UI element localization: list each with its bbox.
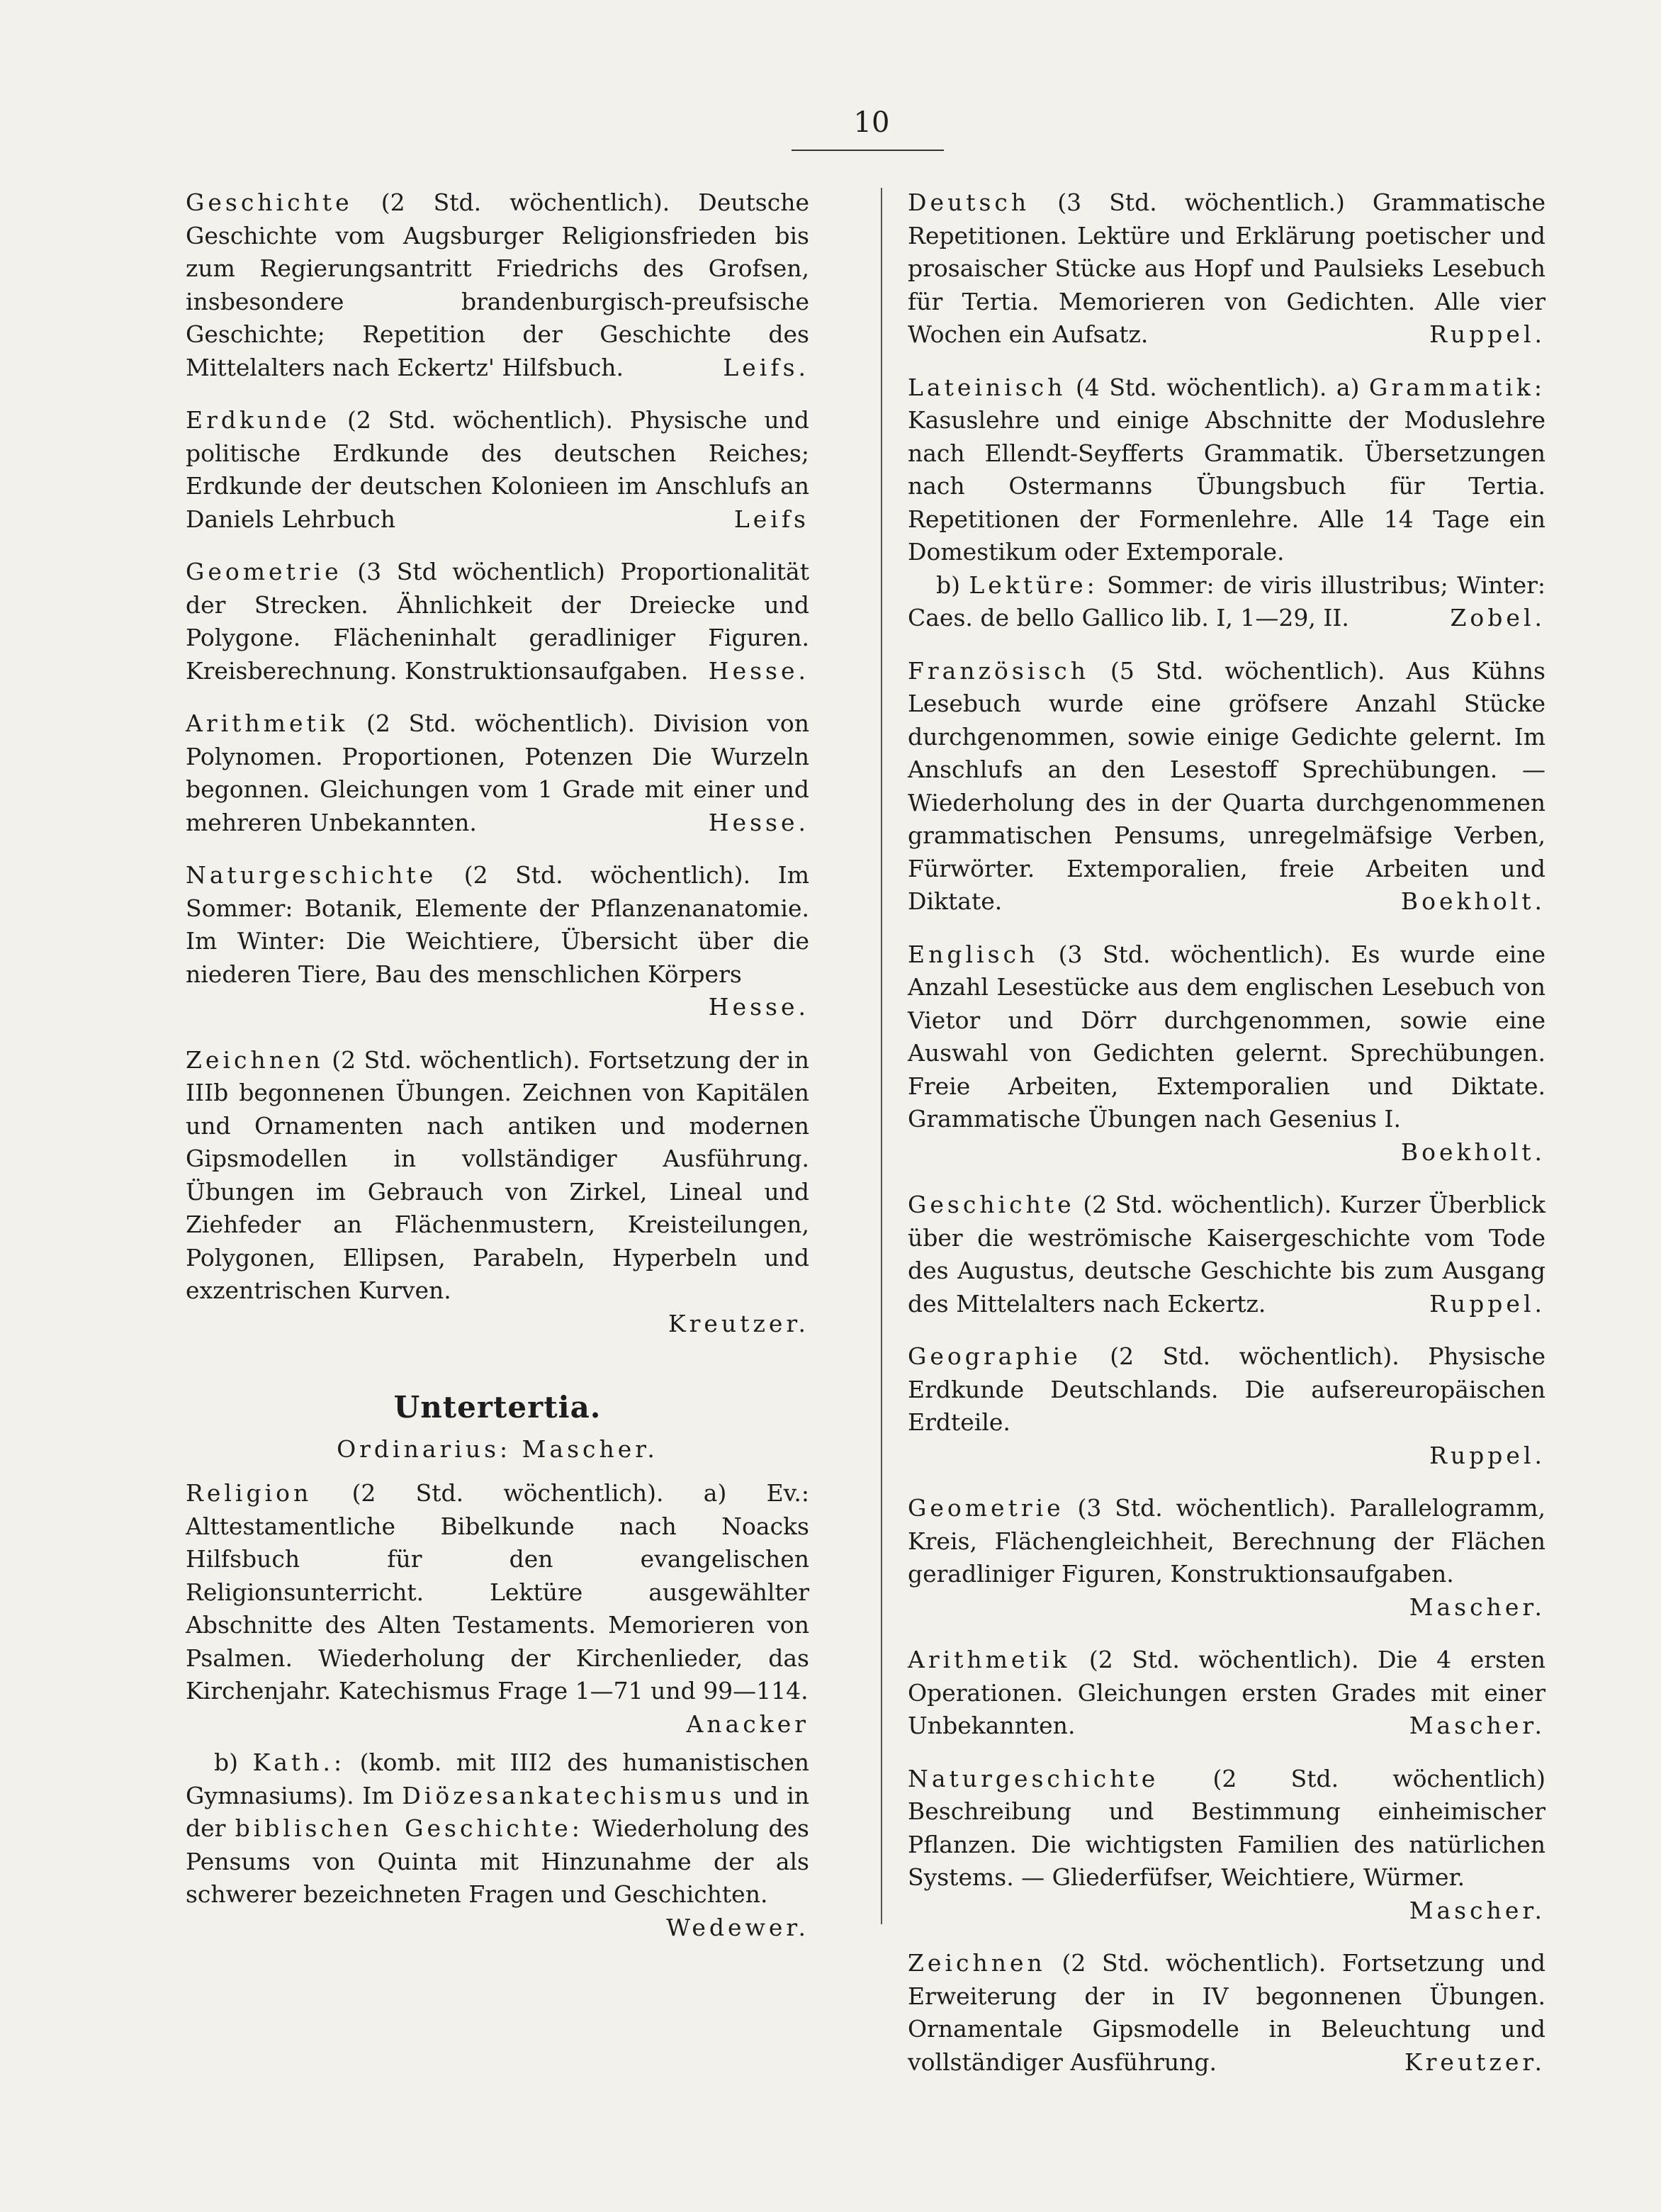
teacher-name: Wedewer.	[666, 1913, 809, 1941]
entry-geometrie	[186, 556, 809, 687]
subject-text: (2 Std. wöchentlich). Kurzer Überblick über die weströmische Kaisergeschichte vom Tode des Augustus, deutsche Geschichte bis zum Ausgang des Mittelalters nach Eckertz.	[908, 1191, 1545, 1318]
subject-text: (3 Std. wöchentlich.) Grammatische Repetitionen. Lektüre und Erklärung poetischer und prosaischer Stücke aus Hopf und Paulsieks Lesebuch für Tertia. Memorieren von Gedichten. Alle vier Wochen ein Aufsatz.	[908, 189, 1545, 348]
subject-heading: Geschichte	[186, 189, 353, 216]
subject-heading: Geschichte	[908, 1191, 1075, 1218]
section-title: Untertertia.	[393, 1390, 602, 1425]
subject-heading: Geometrie	[186, 558, 342, 585]
spaced-term: Kath.:	[252, 1748, 346, 1776]
teacher-name: Mascher.	[1409, 1896, 1545, 1924]
teacher-name: Mascher.	[1409, 1712, 1545, 1739]
subject-text: b)	[214, 1748, 253, 1776]
spaced-term: biblischen Geschichte:	[235, 1814, 583, 1842]
entry-zeichnen-r	[908, 1947, 1545, 2079]
entry-geographie	[908, 1340, 1545, 1472]
left-column	[186, 186, 809, 1964]
right-column	[908, 186, 1545, 2099]
subject-heading: Deutsch	[908, 189, 1030, 216]
subject-text: und in der	[186, 1781, 809, 1842]
teacher-name: Mascher.	[1409, 1593, 1545, 1621]
subject-heading: Französisch	[908, 656, 1090, 685]
page-number: 10	[853, 106, 890, 139]
teacher-name: Hesse.	[708, 808, 809, 836]
teacher-name: Hesse.	[708, 656, 809, 685]
entry-englisch	[908, 938, 1545, 1169]
entry-naturgeschichte	[186, 859, 809, 1024]
subject-text: (komb. mit III2 des humanistischen Gymnasiums). Im	[186, 1748, 809, 1809]
spaced-term: Lektüre:	[969, 571, 1098, 599]
subject-heading: Lateinisch	[908, 373, 1066, 401]
teacher-name: Boekholt.	[1400, 1138, 1545, 1166]
subject-heading: Religion	[186, 1479, 313, 1507]
subject-text: (3 Std. wöchentlich). Parallelogramm, Kreis, Flächengleichheit, Berechnung der Flächen geradliniger Figuren, Konstruktionsaufgaben.	[908, 1494, 1545, 1588]
subject-text: (3 Std. wöchentlich). Es wurde eine Anzahl Lesestücke aus dem englischen Lesebuch von Vietor und Dörr durchgenommen, sowie eine Auswahl von Gedichten gelernt. Sprechübungen. Freie Arbeiten, Extemporalien und Diktate. Grammatische Übungen nach Gesenius I.	[908, 940, 1545, 1133]
teacher-name: Boekholt.	[1400, 887, 1545, 915]
teacher-name: Leifs	[733, 505, 809, 533]
subject-heading: Geometrie	[908, 1494, 1064, 1522]
subject-heading: Erdkunde	[186, 406, 331, 434]
subject-text: (2 Std. wöchentlich). Physische und politische Erdkunde des deutschen Reiches; Erdkunde der deutschen Kolonieen im Anschlufs an Daniels Lehrbuch	[186, 406, 809, 533]
header-rule	[792, 150, 944, 151]
entry-lateinisch	[908, 371, 1545, 635]
spaced-term: Diözesankatechismus	[402, 1781, 726, 1809]
column-divider	[881, 188, 882, 1924]
teacher-name: Kreutzer.	[668, 1309, 809, 1337]
subject-text: (2 Std. wöchentlich) Beschreibung und Bestimmung einheimischer Pflanzen. Die wichtigsten Familien des natürlichen Systems. — Gliederfüfser, Weichtiere, Würmer.	[908, 1764, 1545, 1891]
subject-text: (2 Std. wöchentlich). Division von Polynomen. Proportionen, Potenzen Die Wurzeln begonnen. Gleichungen vom 1 Grade mit einer und mehreren Unbekannten.	[186, 709, 809, 836]
subject-heading: Englisch	[908, 940, 1039, 968]
subject-text: (4 Std. wöchentlich). a)	[1075, 373, 1369, 401]
subject-heading: Arithmetik	[908, 1646, 1071, 1673]
entry-geometrie-r	[908, 1492, 1545, 1624]
entry-arithmetik-r	[908, 1644, 1545, 1743]
entry-geschichte	[186, 186, 809, 384]
subject-heading: Zeichnen	[908, 1949, 1046, 1977]
teacher-name: Anacker	[686, 1709, 809, 1738]
subject-heading: Naturgeschichte	[186, 861, 437, 889]
subject-text: (2 Std. wöchentlich). Fortsetzung der in IIIb begonnenen Übungen. Zeichnen von Kapitälen und Ornamenten nach antiken und modernen Gipsmodellen in vollständiger Ausführung. Übungen im Gebrauch von Zirkel, Lineal und Ziehfeder an Flächenmustern, Kreisteilungen, Polygonen, Ellipsen, Parabeln, Hyperbeln und exzentrischen Kurven.	[186, 1045, 809, 1304]
entry-arithmetik	[186, 707, 809, 839]
entry-zeichnen	[186, 1044, 809, 1341]
subject-text: Kasuslehre und einige Abschnitte der Moduslehre nach Ellendt-Seyfferts Grammatik. Übersetzungen nach Ostermanns Übungsbuch für Tertia. Repetitionen der Formenlehre. Alle 14 Tage ein Domestikum oder Extemporale.	[908, 406, 1545, 566]
entry-deutsch	[908, 186, 1545, 352]
subject-text: Sommer: de viris illustribus; Winter: Caes. de bello Gallico lib. I, 1—29, II.	[908, 571, 1545, 631]
teacher-name: Ruppel.	[1429, 1289, 1545, 1318]
entry-geschichte-r	[908, 1189, 1545, 1320]
subject-text: (5 Std. wöchentlich). Aus Kühns Lesebuch wurde eine gröfsere Anzahl Stücke durchgenommen, sowie einige Gedichte gelernt. Im Anschlufs an den Lesestoff Sprechübungen. — Wiederholung des in der Quarta durchgenommenen grammatischen Pensums, unregelmäfsige Verben, Fürwörter. Extemporalien, freie Arbeiten und Diktate.	[908, 656, 1545, 915]
ordinarius: Ordinarius: Mascher.	[337, 1435, 658, 1463]
subject-text: (2 Std. wöchentlich). Deutsche Geschichte vom Augsburger Religionsfrieden bis zum Regierungsantritt Friedrichs des Grofsen, insbesondere brandenburgisch-preufsische Geschichte; Repetition der Geschichte des Mittelalters nach Eckertz' Hilfsbuch.	[186, 189, 809, 381]
subject-heading: Zeichnen	[186, 1045, 324, 1074]
entry-religion	[186, 1477, 809, 1741]
subject-text: (2 Std. wöchentlich). Die 4 ersten Operationen. Gleichungen ersten Grades mit einer Unbekannten.	[908, 1646, 1545, 1739]
subject-heading: Naturgeschichte	[908, 1764, 1159, 1792]
entry-erdkunde	[186, 404, 809, 536]
subject-text: (3 Std wöchentlich) Proportionalität der Strecken. Ähnlichkeit der Dreiecke und Polygone. Flächeninhalt geradliniger Figuren. Kreisberechnung. Konstruktionsaufgaben.	[186, 558, 809, 685]
entry-naturgeschichte-r	[908, 1763, 1545, 1928]
entry-franzoesisch	[908, 655, 1545, 919]
teacher-name: Ruppel.	[1429, 320, 1545, 348]
teacher-name: Zobel.	[1450, 604, 1545, 631]
entry-religion-kath	[186, 1746, 809, 1944]
subject-heading: Arithmetik	[186, 709, 349, 737]
subject-text: (2 Std. wöchentlich). Fortsetzung und Erweiterung der in IV begonnenen Übungen. Ornamentale Gipsmodelle in Beleuchtung und vollständiger Ausführung.	[908, 1949, 1545, 2076]
teacher-name: Kreutzer.	[1404, 2048, 1545, 2076]
teacher-name: Leifs.	[723, 353, 809, 381]
subject-text: (2 Std. wöchentlich). Physische Erdkunde Deutschlands. Die aufsereuropäischen Erdteile.	[908, 1342, 1545, 1436]
spaced-term: Grammatik:	[1369, 373, 1545, 401]
subject-text: b)	[936, 571, 969, 599]
teacher-name: Ruppel.	[1429, 1441, 1545, 1469]
subject-heading: Geographie	[908, 1342, 1081, 1370]
teacher-name: Hesse.	[708, 993, 809, 1021]
subject-text: (2 Std. wöchentlich). a) Ev.: Alttestamentliche Bibelkunde nach Noacks Hilfsbuch für den evangelischen Religionsunterricht. Lektüre ausgewählter Abschnitte des Alten Testaments. Memorieren von Psalmen. Wiederholung der Kirchenlieder, das Kirchenjahr. Katechismus Frage 1—71 und 99—114.	[186, 1479, 809, 1705]
subject-text: (2 Std. wöchentlich). Im Sommer: Botanik, Elemente der Pflanzenanatomie. Im Winter: Die Weichtiere, Übersicht über die niederen Tiere, Bau des menschlichen Körpers	[186, 861, 809, 988]
subject-text: Wiederholung des Pensums von Quinta mit Hinzunahme der als schwerer bezeichneten Fragen und Geschichten.	[186, 1814, 809, 1908]
